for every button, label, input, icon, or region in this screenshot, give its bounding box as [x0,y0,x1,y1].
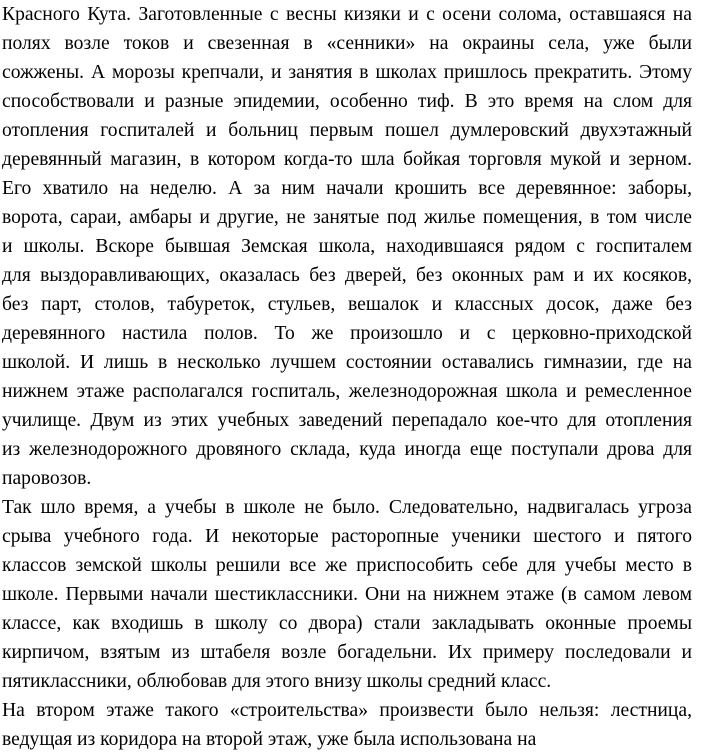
text-line: ведущая из коридора на второй этаж, уже была использована на [2,729,537,750]
text-line: и школы. Вскоре бывшая Земская школа, находившаяся рядом с госпиталем [2,236,692,257]
text-line: способствовали и разные эпидемии, особенно тиф. В это время на слом для [2,91,692,112]
text-line: пятиклассники, облюбовав для этого внизу школы средний класс. [2,671,552,692]
text-line: кирпичом, взятым из штабеля возле богадельни. Их примеру последовали и [2,642,692,663]
text-line: На втором этаже такого «строительства» произвести было нельзя: лестница, [2,700,692,721]
text-line: Красного Кута. Заготовленные с весны кизяки и с осени солома, оставшаяся на [2,4,692,25]
text-line: классе, как входишь в школу со двора) стали закладывать оконные проемы [2,613,692,634]
text-line: училище. Двум из этих учебных заведений перепадало кое-что для отопления [2,410,692,431]
text-line: школой. И лишь в несколько лучшем состоянии оставались гимназии, где на [2,352,692,373]
text-line: паровозов. [2,468,92,489]
text-line: из железнодорожного дровяного склада, куда иногда еще поступали дрова для [2,439,692,460]
text-line: отопления госпиталей и больниц первым пошел думлеровский двухэтажный [2,120,692,141]
text-line: сожжены. А морозы крепчали, и занятия в школах пришлось прекратить. Этому [2,62,692,83]
text-line: ворота, сараи, амбары и другие, не занятые под жилье помещения, в том числе [2,207,692,228]
text-line: Его хватило на неделю. А за ним начали крошить все деревянное: заборы, [2,178,692,199]
text-line: без парт, столов, табуреток, стульев, вешалок и классных досок, даже без [2,294,692,315]
text-line: нижнем этаже располагался госпиталь, железнодорожная школа и ремесленное [2,381,692,402]
text-line: деревянный магазин, в котором когда-то шла бойкая торговля мукой и зерном. [2,149,692,170]
text-line: школе. Первыми начали шестиклассники. Они на нижнем этаже (в самом левом [2,584,692,605]
text-line: полях возле токов и свезенная в «сенники» на окраины села, уже были [2,33,692,54]
text-line: деревянного настила полов. То же произошло и с церковно-приходской [2,323,692,344]
text-line: для выздоравливающих, оказалась без дверей, без оконных рам и их косяков, [2,265,692,286]
text-line: срыва учебного года. И некоторые расторопные ученики шестого и пятого [2,526,692,547]
text-line: классов земской школы решили все же приспособить себе для учебы место в [2,555,692,576]
text-line: Так шло время, а учебы в школе не было. Следовательно, надвигалась угроза [2,497,692,518]
